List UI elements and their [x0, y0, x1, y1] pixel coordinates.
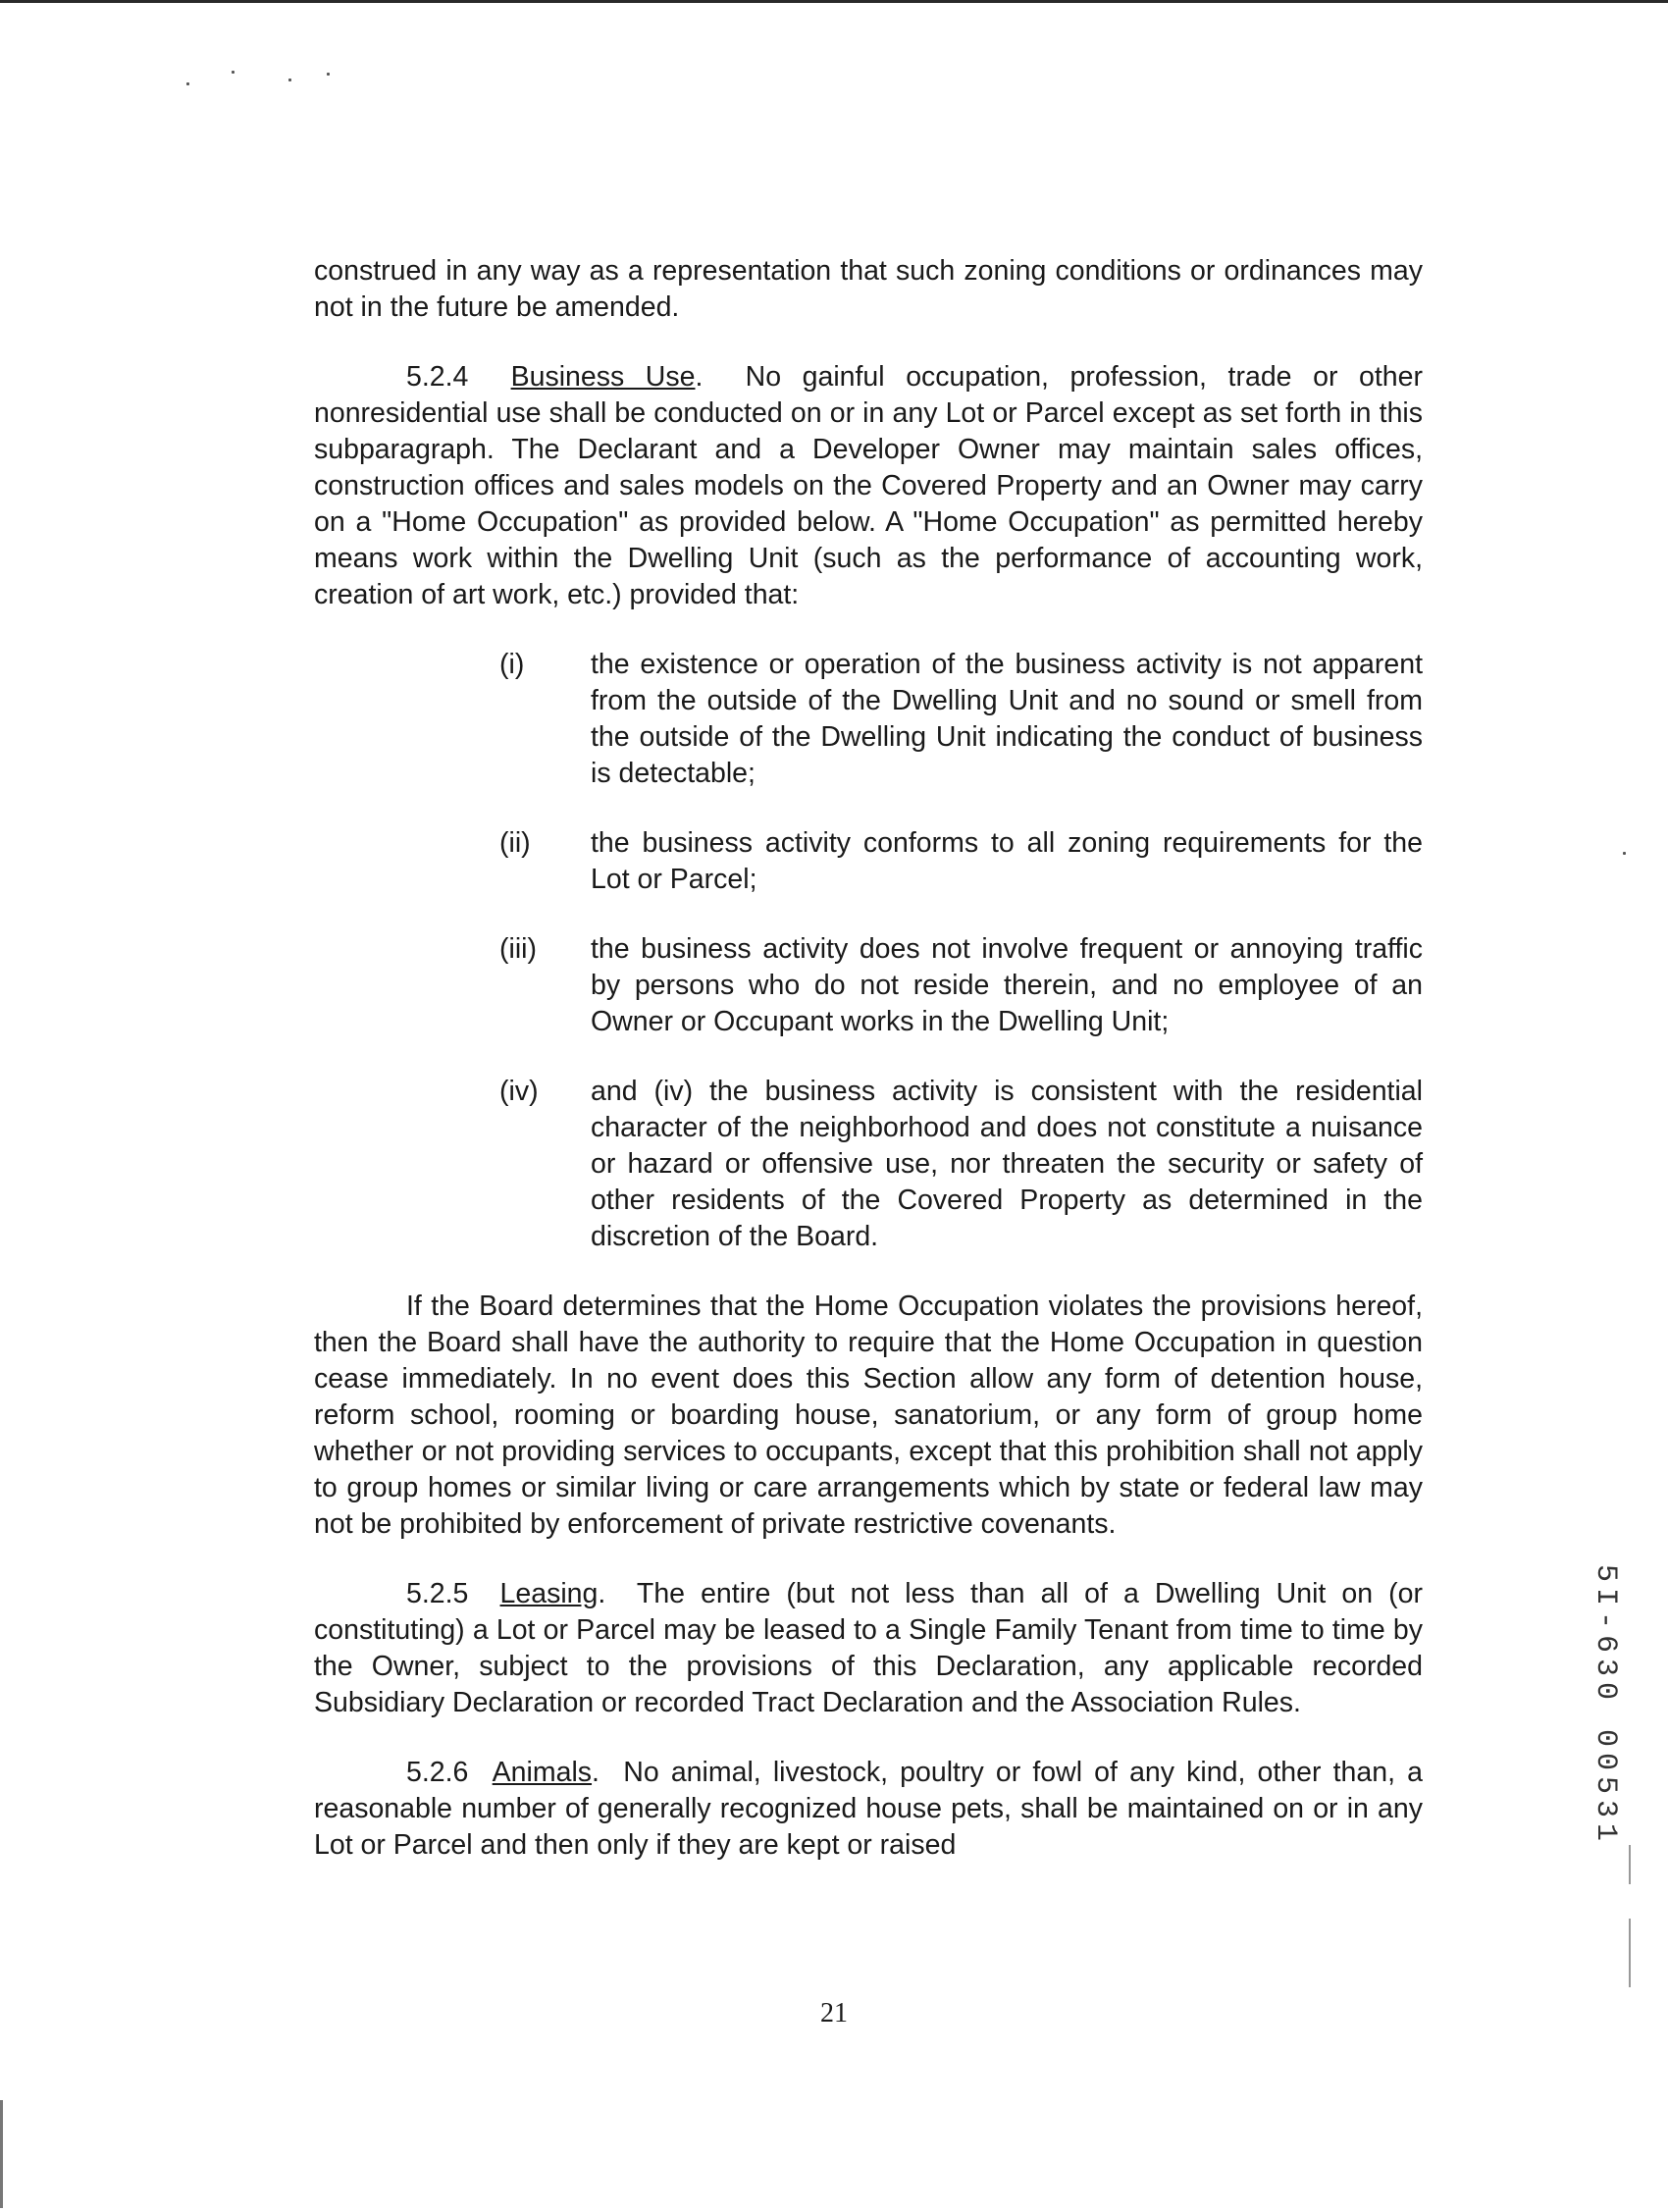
scan-speck	[1623, 852, 1626, 855]
item-number: (iv)	[499, 1076, 539, 1107]
section-text: No gainful occupation, profession, trade or other nonresidential use shall be conducted on or in any Lot or Parcel except as set forth in this subparagraph. The Declarant and a Developer Owner may maintain sales offices, construction offices and sales models on the Covered Property and an Owner may carry on a "Home Occupation" as provided below. A "Home Occupation" as permitted hereby means work within the Dwelling Unit (such as the performance of accounting work, creation of art work, etc.) provided that:	[314, 361, 1423, 610]
scan-edge-mark	[1629, 1845, 1631, 1884]
document-page	[314, 253, 1423, 1864]
board-paragraph: If the Board determines that the Home Occupation violates the provisions hereof, then the Board shall have the authority to require that the Home Occupation in question cease immediately. In no event does this Section allow any form of detention house, reform school, rooming or boarding house, sanatorium, or any form of group home whether or not providing services to occupants, except that this prohibition shall not apply to group homes or similar living or care arrangements which by state or federal law may not be prohibited by enforcement of private restrictive covenants.	[314, 1290, 1423, 1540]
scan-top-edge	[0, 0, 1668, 3]
item-number: (ii)	[499, 827, 531, 859]
scan-left-mark	[0, 2100, 3, 2208]
section-text: The entire (but not less than all of a Dwelling Unit on (or constituting) a Lot or Parcel may be leased to a Single Family Tenant from time to time by the Owner, subject to the provisions of this Declaration, any applicable recorded Subsidiary Declaration or recorded Tract Declaration and the Association Rules.	[314, 1578, 1423, 1718]
item-text: the business activity does not involve frequent or annoying traffic by persons who do not reside therein, and no employee of an Owner or Occupant works in the Dwelling Unit;	[591, 933, 1423, 1037]
scan-speck	[232, 71, 235, 74]
list-item	[314, 825, 1423, 898]
section-5-2-5: 5.2.5 Leasing. The entire (but not less than all of a Dwelling Unit on (or constituting) a Lot or Parcel may be leased to a Single Family Tenant from time to time by the Owner, subject to the provisions of this Declaration, any applicable recorded Subsidiary Declaration or recorded Tract Declaration and the Association Rules.	[314, 1578, 1423, 1718]
item-text: and (iv) the business activity is consistent with the residential character of the neighborhood and does not constitute a nuisance or hazard or offensive use, nor threaten the security or safety of other residents of the Covered Property as determined in the discretion of the Board.	[591, 1076, 1423, 1252]
scan-edge-mark	[1629, 1919, 1631, 1987]
section-number: 5.2.4	[406, 361, 469, 393]
section-heading: Business Use	[510, 361, 696, 393]
section-heading: Animals	[492, 1757, 593, 1788]
list-item	[314, 931, 1423, 1040]
recording-stamp	[1584, 1563, 1627, 1848]
section-5-2-6: 5.2.6 Animals. No animal, livestock, poultry or fowl of any kind, other than, a reasonable number of generally recognized house pets, shall be maintained on or in any Lot or Parcel and then only if they are kept or raised	[314, 1757, 1423, 1861]
item-text: the business activity conforms to all zoning requirements for the Lot or Parcel;	[591, 827, 1423, 895]
item-text: the existence or operation of the business activity is not apparent from the outside of the Dwelling Unit and no sound or smell from the outside of the Dwelling Unit indicating the conduct of business is detectable;	[591, 649, 1423, 789]
item-number: (i)	[499, 649, 525, 680]
list-item	[314, 1074, 1423, 1255]
item-number: (iii)	[499, 933, 537, 965]
section-text: No animal, livestock, poultry or fowl of any kind, other than, a reasonable number of generally recognized house pets, shall be maintained on or in any Lot or Parcel and then only if they are kept or raised	[314, 1757, 1423, 1861]
scan-speck	[327, 73, 330, 76]
section-number: 5.2.6	[406, 1757, 469, 1788]
page-number: 21	[820, 1998, 848, 2028]
condition-list	[314, 647, 1423, 1255]
list-item	[314, 647, 1423, 792]
continuation-paragraph: construed in any way as a representation that such zoning conditions or ordinances may not in the future be amended.	[314, 255, 1423, 323]
section-number: 5.2.5	[406, 1578, 469, 1609]
scan-speck	[186, 82, 189, 85]
section-heading: Leasing	[499, 1578, 599, 1609]
section-5-2-4: 5.2.4 Business Use. No gainful occupation, profession, trade or other nonresidential use shall be conducted on or in any Lot or Parcel except as set forth in this subparagraph. The Declarant and a Developer Owner may maintain sales offices, construction offices and sales models on the Covered Property and an Owner may carry on a "Home Occupation" as provided below. A "Home Occupation" as permitted hereby means work within the Dwelling Unit (such as the performance of accounting work, creation of art work, etc.) provided that:	[314, 361, 1423, 610]
stamp-number: 5I-630 00531	[1589, 1563, 1623, 1848]
scan-speck	[288, 79, 291, 81]
